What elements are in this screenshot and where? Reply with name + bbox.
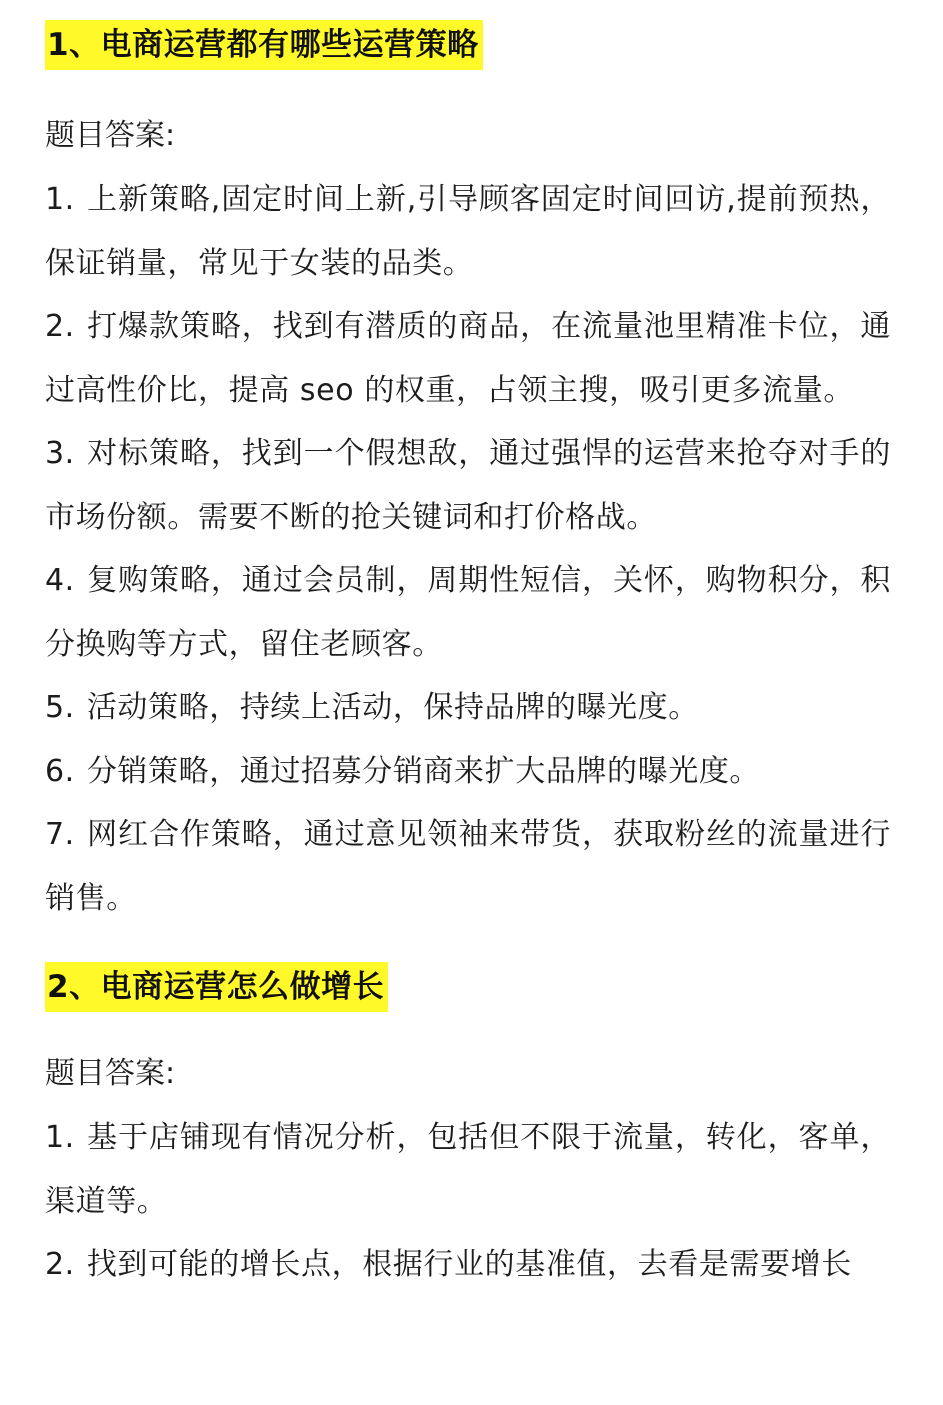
list-item — [45, 422, 891, 549]
section-heading: 1、电商运营都有哪些运营策略 — [45, 20, 483, 70]
item-number: 2. — [45, 1247, 75, 1282]
list-item — [45, 295, 891, 422]
list-item — [45, 740, 891, 804]
list-item — [45, 1106, 891, 1233]
answer-label: 题目答案: — [45, 118, 176, 153]
item-number: 5. — [45, 690, 75, 725]
item-text: 活动策略，持续上活动，保持品牌的曝光度。 — [86, 690, 699, 725]
list-item — [45, 1233, 891, 1297]
item-text: 打爆款策略，找到有潜质的商品，在流量池里精准卡位，通过高性价比，提高 seo 的权重，占领主搜，吸引更多流量。 — [45, 309, 891, 408]
item-number: 3. — [45, 436, 75, 471]
item-number: 4. — [45, 563, 75, 598]
list-item — [45, 549, 891, 676]
answer-list — [45, 1106, 891, 1297]
item-number: 7. — [45, 817, 75, 852]
section-ecommerce-growth — [45, 930, 891, 1297]
section-heading: 2、电商运营怎么做增长 — [45, 962, 388, 1012]
list-item — [45, 803, 891, 930]
item-number: 6. — [45, 753, 75, 789]
answer-list — [45, 168, 891, 930]
list-item — [45, 676, 891, 740]
item-text: 分销策略，通过招募分销商来扩大品牌的曝光度。 — [86, 753, 761, 789]
item-text: 网红合作策略，通过意见领袖来带货，获取粉丝的流量进行销售。 — [45, 817, 891, 916]
item-text: 找到可能的增长点，根据行业的基准值，去看是需要增长 — [86, 1247, 852, 1282]
answer-label: 题目答案: — [45, 1056, 176, 1091]
item-number: 2. — [45, 309, 75, 344]
item-text: 复购策略，通过会员制，周期性短信，关怀，购物积分，积分换购等方式，留住老顾客。 — [45, 563, 891, 662]
item-text: 基于店铺现有情况分析，包括但不限于流量，转化，客单，渠道等。 — [45, 1120, 891, 1219]
item-text: 上新策略,固定时间上新,引导顾客固定时间回访,提前预热，保证销量，常见于女装的品类。 — [45, 182, 891, 281]
item-text: 对标策略，找到一个假想敌，通过强悍的运营来抢夺对手的市场份额。需要不断的抢关键词和打价格战。 — [45, 436, 891, 535]
list-item — [45, 168, 891, 295]
item-number: 1. — [45, 182, 75, 217]
section-ecommerce-strategies — [45, 0, 891, 930]
item-number: 1. — [45, 1120, 75, 1155]
